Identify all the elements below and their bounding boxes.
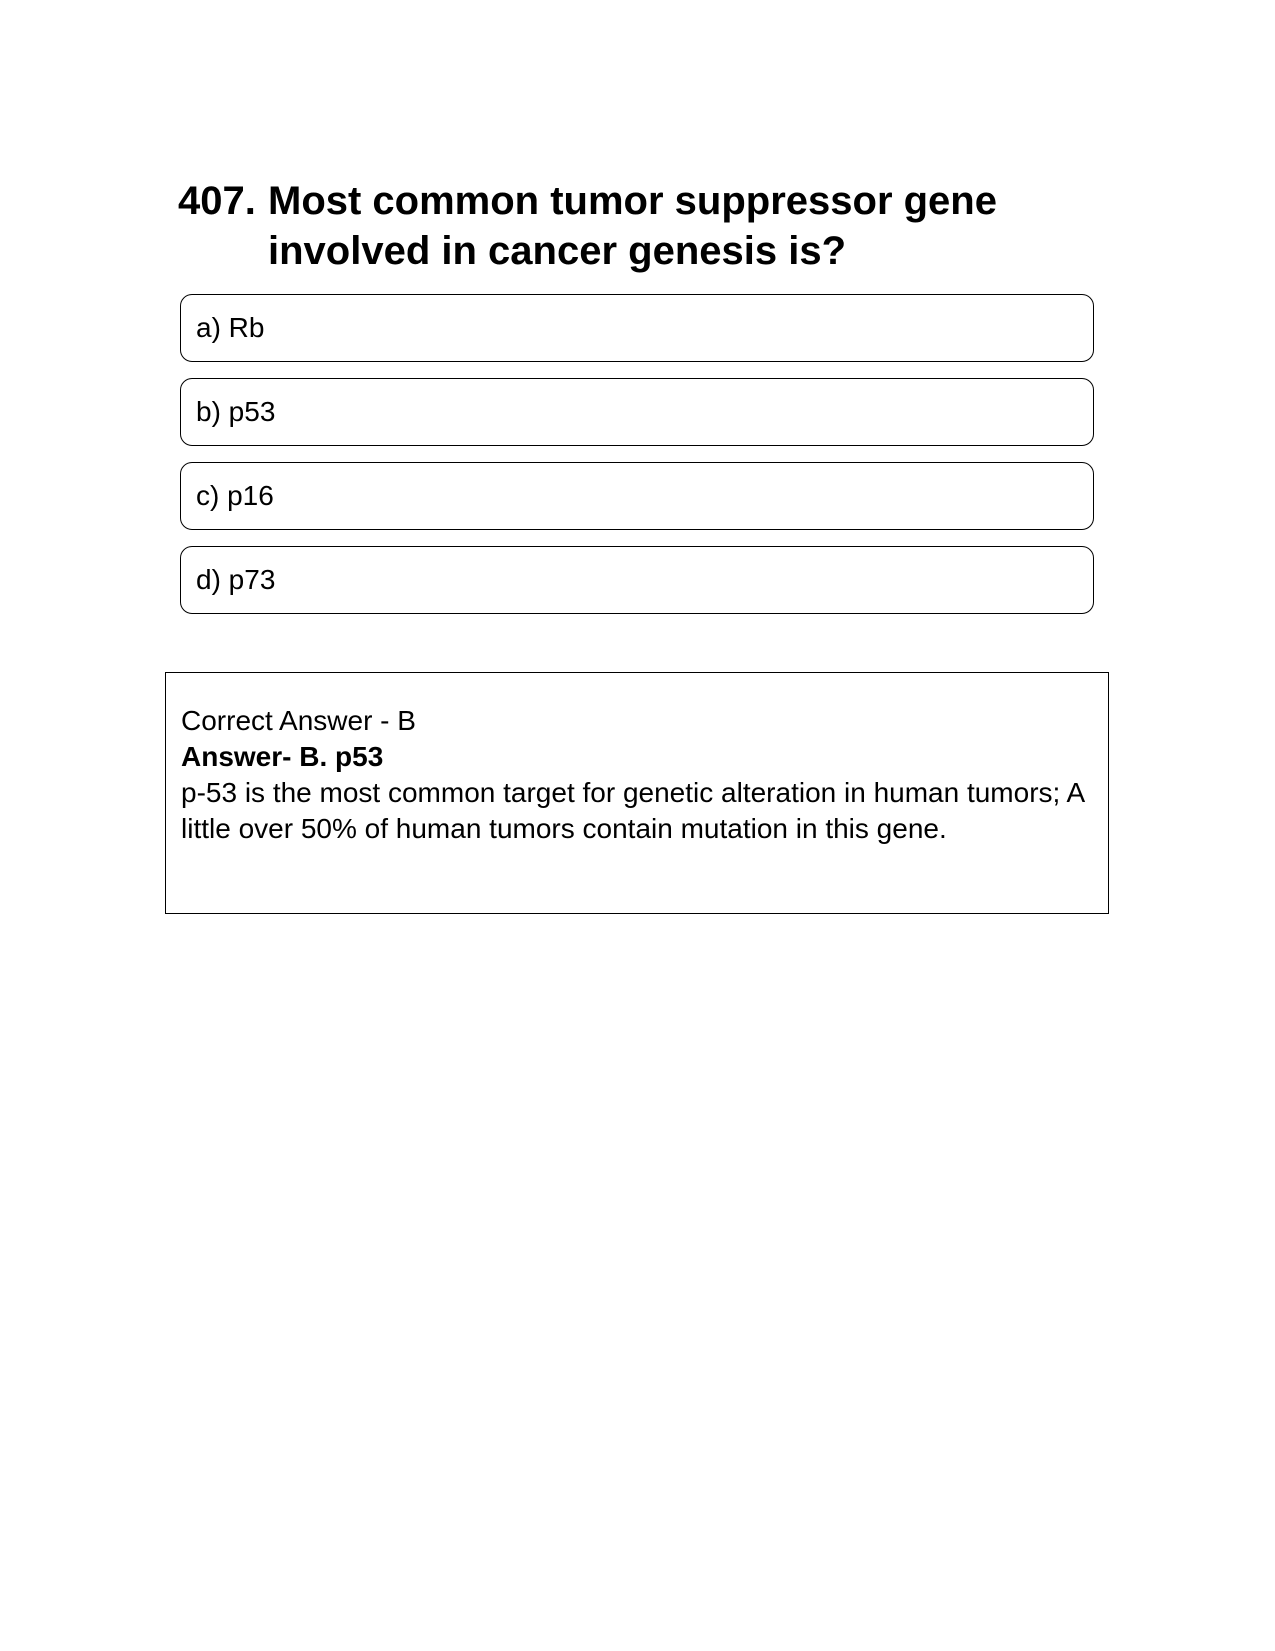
answer-box <box>165 672 1109 914</box>
option-d-label: d) p73 <box>196 564 276 595</box>
option-a[interactable] <box>180 294 1094 362</box>
question-heading <box>178 176 1078 276</box>
answer-explanation: p-53 is the most common target for genetic alteration in human tumors; A little over 50% of human tumors contain mutation in this gene. <box>181 777 1084 844</box>
correct-answer-line: Correct Answer - B <box>181 705 416 736</box>
option-a-label: a) Rb <box>196 312 265 343</box>
answer-line: Answer- B. p53 <box>181 741 384 772</box>
option-b[interactable] <box>180 378 1094 446</box>
options-list <box>180 294 1094 630</box>
question-text: Most common tumor suppressor gene involved in cancer genesis is? <box>268 179 997 273</box>
option-c[interactable] <box>180 462 1094 530</box>
option-b-label: b) p53 <box>196 396 276 427</box>
option-d[interactable] <box>180 546 1094 614</box>
question-number: 407. <box>178 179 256 223</box>
option-c-label: c) p16 <box>196 480 274 511</box>
